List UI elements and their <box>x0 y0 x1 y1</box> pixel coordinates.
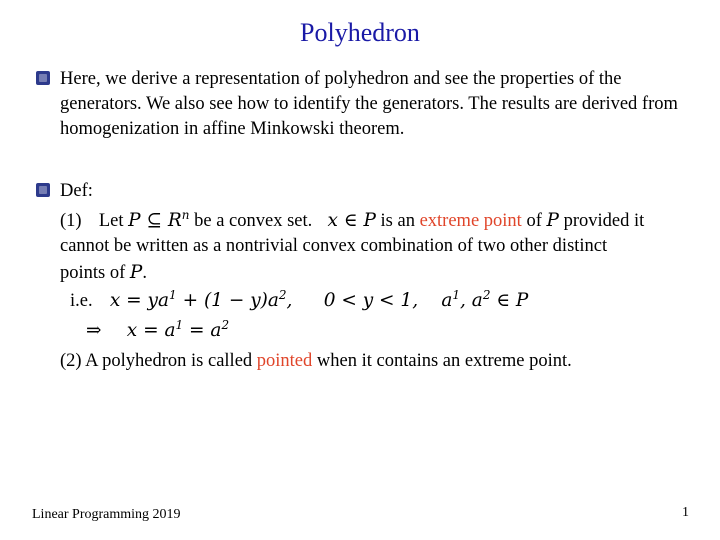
eq-part: x = ya <box>109 290 170 311</box>
sup: 2 <box>278 288 287 302</box>
def2-text-a: (2) A polyhedron is called <box>60 351 257 371</box>
ie-label: i.e. <box>70 291 93 311</box>
eq-membership <box>441 290 528 311</box>
eq-part: , <box>286 290 293 311</box>
eq-part: ∈ P <box>490 290 529 311</box>
def1-number: (1) <box>60 211 82 231</box>
intro-paragraph: Here, we derive a representation of polyhedron and see the properties of the generators. We also see how to identify the generators. The results are derived from homogenization in affine Minkowski theorem. <box>60 69 678 139</box>
page-number: 1 <box>682 505 689 520</box>
def1-line3-b: . <box>142 263 147 283</box>
def1-line2: cannot be written as a nontrivial convex combination of two other distinct <box>60 236 608 256</box>
ie-equation-line <box>70 288 528 314</box>
footer-course: Linear Programming 2019 <box>32 507 181 522</box>
def2-line <box>60 349 572 374</box>
sup: 2 <box>482 288 491 302</box>
exponent-n: n <box>181 208 190 222</box>
square-bullet-icon <box>36 71 50 85</box>
sup: 1 <box>175 318 184 332</box>
sup: 1 <box>452 288 461 302</box>
def-heading: Def: <box>60 181 93 201</box>
eq-part: + (1 − y)a <box>176 290 279 311</box>
term-extreme-point: extreme point <box>419 211 522 231</box>
eq-part: = a <box>183 320 222 341</box>
eq-equal-points <box>127 320 229 341</box>
term-pointed: pointed <box>256 351 313 371</box>
def1-provided: provided it <box>558 211 645 231</box>
var-x: x <box>327 210 338 231</box>
sup: 2 <box>221 318 230 332</box>
in-symbol: ∈ <box>337 210 364 231</box>
slide-title: Polyhedron <box>300 18 420 47</box>
set-P: P <box>128 210 141 231</box>
subseteq-symbol: ⊆ <box>140 210 168 231</box>
set-P-2: P <box>363 210 376 231</box>
def2-text-b: when it contains an extreme point. <box>312 351 572 371</box>
set-P-3: P <box>546 210 559 231</box>
square-bullet-icon <box>36 183 50 197</box>
implies-line <box>86 318 229 344</box>
eq-part: a <box>441 290 453 311</box>
def1-convex: be a convex set. <box>189 211 313 231</box>
sup: 1 <box>169 288 177 302</box>
set-R: R <box>167 210 182 231</box>
def1-line3-a: points of <box>60 263 130 283</box>
def1-of: of <box>521 211 547 231</box>
eq-part: x = a <box>126 320 176 341</box>
eq-condition: 0 < y < 1, <box>323 290 419 311</box>
def1-let: Let <box>98 211 124 231</box>
set-P-4: P <box>129 262 143 283</box>
eq-convex-combination <box>110 290 293 311</box>
implies-arrow-icon: ⇒ <box>86 320 102 341</box>
def1-line3 <box>60 260 147 286</box>
def1-line1 <box>60 208 644 234</box>
eq-part: , a <box>460 290 483 311</box>
def1-is-an: is an <box>375 211 420 231</box>
